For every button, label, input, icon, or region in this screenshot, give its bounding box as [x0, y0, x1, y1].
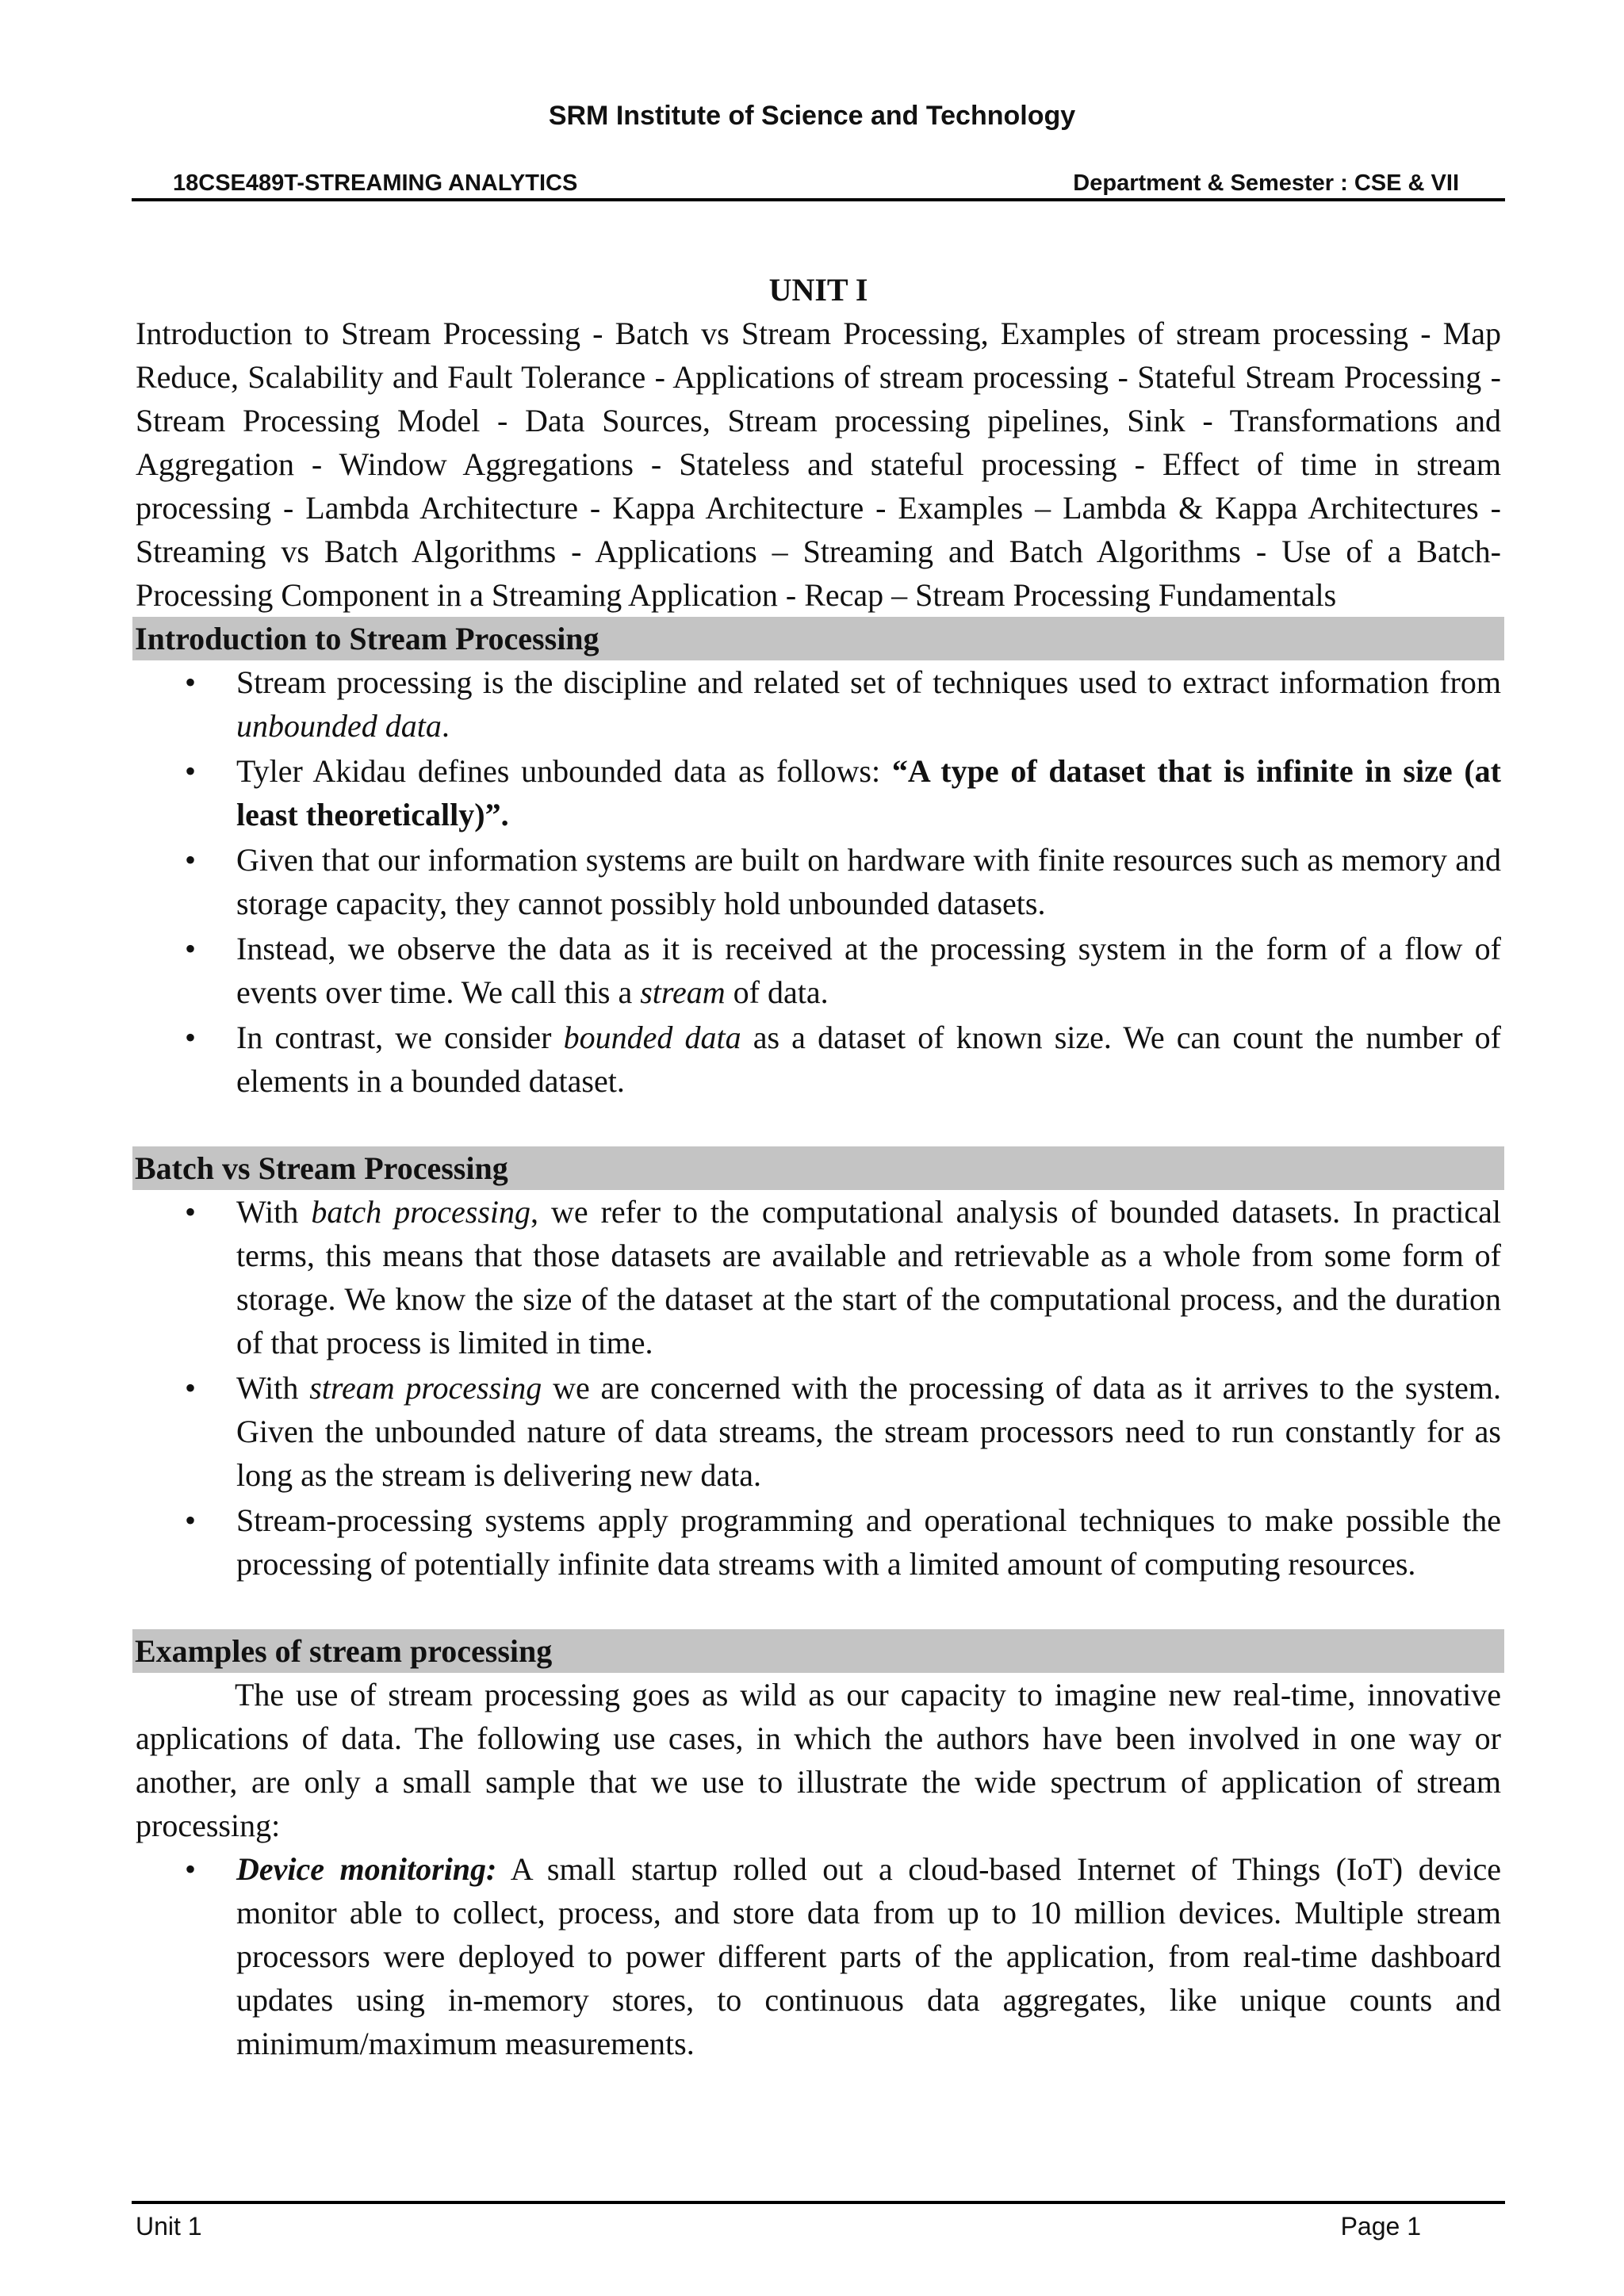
list-item: • In contrast, we consider bounded data as a dataset of known size. We can count the number of elements in a bounded dataset.: [136, 1016, 1501, 1103]
examples-bullet-list: [136, 1847, 1501, 2065]
list-item: • With batch processing, we refer to the computational analysis of bounded datasets. In practical terms, this means that those datasets are available and retrievable as a whole from some form of storage. We know the size of the dataset at the start of the computational process, and the duration of that process is limited in time.: [136, 1190, 1501, 1364]
bullet-icon: •: [185, 842, 197, 878]
bullet-icon: •: [185, 1370, 197, 1406]
section-heading-batch: Batch vs Stream Processing: [132, 1146, 1504, 1190]
bullet-icon: •: [185, 1502, 197, 1538]
list-item: • Given that our information systems are built on hardware with finite resources such as memory and storage capacity, they cannot possibly hold unbounded datasets.: [136, 838, 1501, 925]
intro-bullet-list: [136, 660, 1501, 1103]
bullet-icon: •: [185, 664, 197, 700]
footer-unit: Unit 1: [136, 2212, 202, 2241]
footer-rule: [132, 2201, 1505, 2204]
unit-syllabus: Introduction to Stream Processing - Batch vs Stream Processing, Examples of stream processing - Map Reduce, Scalability and Fault Tolerance - Applications of stream processing - Stateful Stream Processing - Stream Processing Model - Data Sources, Stream processing pipelines, Sink - Transformations and Aggregation - Window Aggregations - Stateless and stateful processing - Effect of time in stream processing - Lambda Architecture - Kappa Architecture - Examples – Lambda & Kappa Architectures - Streaming vs Batch Algorithms - Applications – Streaming and Batch Algorithms - Use of a Batch-Processing Component in a Streaming Application - Recap – Stream Processing Fundamentals: [136, 316, 1501, 613]
list-item: • Tyler Akidau defines unbounded data as follows: “A type of dataset that is infinite in size (at least theoretically)”.: [136, 749, 1501, 836]
list-item: • Stream processing is the discipline and related set of techniques used to extract information from unbounded data.: [136, 660, 1501, 748]
course-code: 18CSE489T-STREAMING ANALYTICS: [173, 170, 578, 196]
examples-intro: The use of stream processing goes as wild as our capacity to imagine new real-time, innovative applications of data. The following use cases, in which the authors have been involved in one way or another, are only a small sample that we use to illustrate the wide spectrum of application of stream processing:: [136, 1677, 1501, 1843]
bullet-icon: •: [185, 1851, 197, 1887]
bullet-icon: •: [185, 1020, 197, 1055]
header-rule: [132, 198, 1505, 201]
bullet-icon: •: [185, 753, 197, 789]
list-item: • Stream-processing systems apply programming and operational techniques to make possible the processing of potentially infinite data streams with a limited amount of computing resources.: [136, 1498, 1501, 1586]
department-semester: Department & Semester : CSE & VII: [1073, 170, 1459, 196]
document-body: [136, 268, 1501, 2065]
list-item: • Instead, we observe the data as it is received at the processing system in the form of a flow of events over time. We call this a stream of data.: [136, 927, 1501, 1014]
page-number: Page 1: [1340, 2212, 1421, 2241]
definition-quote: “A type of dataset that is infinite in size (at least theoretically)”.: [236, 753, 1501, 832]
bullet-icon: •: [185, 1194, 197, 1230]
unit-title: UNIT I: [768, 272, 868, 308]
list-item: • Device monitoring: A small startup rolled out a cloud-based Internet of Things (IoT) device monitor able to collect, process, and store data from up to 10 million devices. Multiple stream processors were deployed to power different parts of the application, from real-time dashboard updates using in-memory stores, to continuous data aggregates, like unique counts and minimum/maximum measurements.: [136, 1847, 1501, 2065]
batch-bullet-list: [136, 1190, 1501, 1586]
section-heading-intro: Introduction to Stream Processing: [132, 617, 1504, 660]
list-item: • With stream processing we are concerned with the processing of data as it arrives to the system. Given the unbounded nature of data streams, the stream processors need to run constantly for as long as the stream is delivering new data.: [136, 1366, 1501, 1497]
example-label: Device monitoring:: [236, 1851, 497, 1887]
institution-title: SRM Institute of Science and Technology: [548, 101, 1076, 131]
bullet-icon: •: [185, 931, 197, 966]
section-heading-examples: Examples of stream processing: [132, 1629, 1504, 1673]
